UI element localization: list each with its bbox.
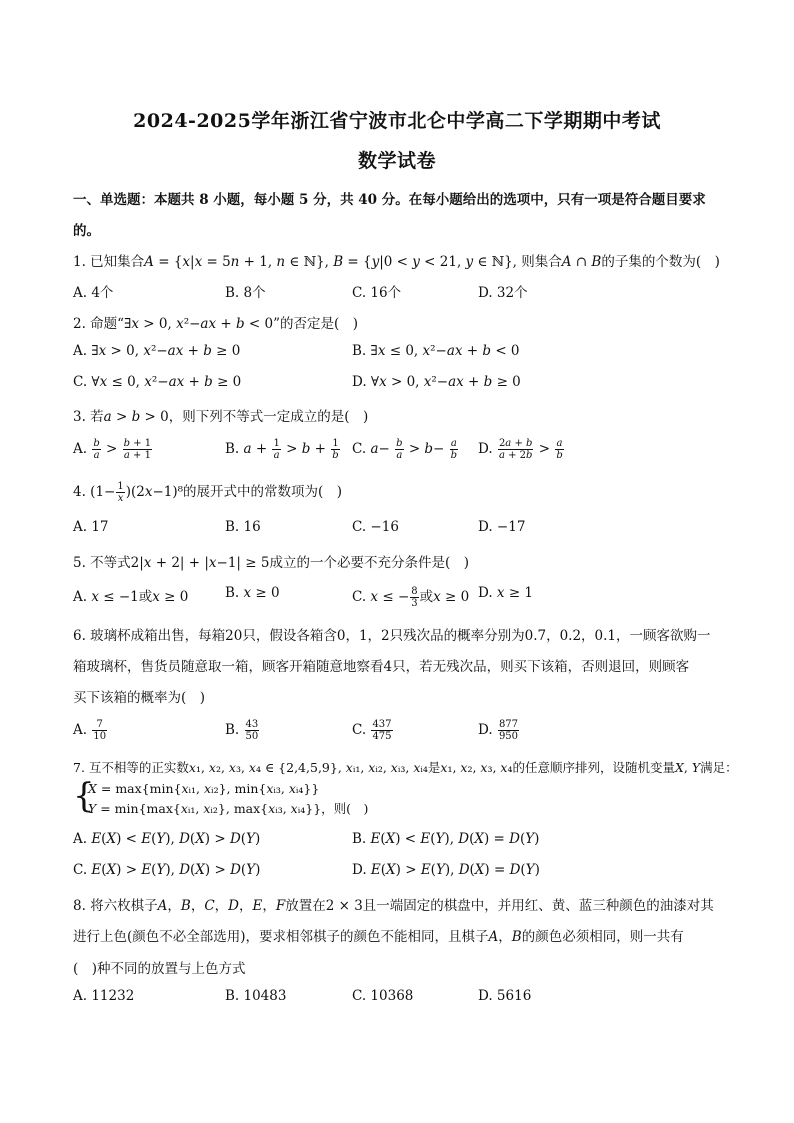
frac-den: 𝑏 <box>332 450 339 461</box>
question-8-options <box>73 988 723 1008</box>
q4-option-b: B. 16 <box>225 519 261 535</box>
question-7-stem: 7. 互不相等的正实数𝑥₁, 𝑥₂, 𝑥₃, 𝑥₄ ∈ {2,4,5,9}, 𝑥ᵢ₁, 𝑥ᵢ₂, 𝑥ᵢ₃, 𝑥ᵢ₄是𝑥₁, 𝑥₂, 𝑥₃, 𝑥₄的任意顺序排列，设随机变量𝑋, 𝑌满足： <box>73 760 738 775</box>
frac-num: 𝑎 <box>556 438 563 449</box>
option-label: B. <box>225 722 240 738</box>
frac-den: 𝑎 <box>273 450 280 461</box>
question-6-line1: 6. 玻璃杯成箱出售，每箱20只，假设各箱含0，1，2只残次品的概率分别为0.7，0.2，0.1，一顾客欲购一 <box>73 628 711 644</box>
q7-option-a: A. 𝐸(𝑋) < 𝐸(𝑌), 𝐷(𝑋) > 𝐷(𝑌) <box>73 831 261 847</box>
q7-system-line2-expr: 𝑌 = min{max{𝑥ᵢ₁, 𝑥ᵢ₂}, max{𝑥ᵢ₃, 𝑥ᵢ₄}} <box>88 801 322 816</box>
question-5-stem: 5. 不等式2|𝑥 + 2| + |𝑥−1| ≥ 5成立的一个必要不充分条件是( ) <box>73 555 469 571</box>
q5-c-post: 或𝑥 ≥ 0 <box>419 589 470 605</box>
frac-num: 𝑎 <box>450 438 457 449</box>
section-instructions-line2: 的。 <box>73 223 100 239</box>
frac-den: 3 <box>411 598 418 609</box>
q3-option-b-label: B. <box>225 441 240 457</box>
exam-subtitle: 数学试卷 <box>357 150 436 172</box>
frac-den: 𝑎 + 1 <box>123 450 151 461</box>
q3-a-frac1 <box>92 438 100 461</box>
q4-post: )(2𝑥−1)⁸的展开式中的常数项为( ) <box>125 484 343 500</box>
frac-num: 1 <box>273 438 280 449</box>
q6-d-frac <box>498 719 519 742</box>
frac-num: 1 <box>117 481 124 492</box>
q1-option-d: D. 32个 <box>478 285 528 301</box>
q6-a-frac <box>92 719 107 742</box>
frac-num: 1 <box>332 438 339 449</box>
frac-num: 𝑏 <box>396 438 403 449</box>
question-6-options <box>73 719 723 745</box>
q3-c-frac2 <box>450 438 458 461</box>
question-7-options-row2 <box>73 862 723 882</box>
frac-den: 𝑎 <box>93 450 100 461</box>
exam-title: 2024-2025学年浙江省宁波市北仑中学高二下学期期中考试 <box>133 110 661 132</box>
frac-den: 𝑥 <box>117 493 124 504</box>
q7-option-b: B. 𝐸(𝑋) < 𝐸(𝑌), 𝐷(𝑋) = 𝐷(𝑌) <box>352 831 540 847</box>
question-4-stem <box>73 480 723 504</box>
q5-option-c <box>352 585 469 609</box>
frac-den: 50 <box>245 731 259 742</box>
q6-option-d <box>478 719 520 742</box>
question-5-options <box>73 585 723 609</box>
q8-option-a: A. 11232 <box>73 988 135 1004</box>
q4-option-d: D. −17 <box>478 519 526 535</box>
q5-option-d: D. 𝑥 ≥ 1 <box>478 585 534 601</box>
frac-num: 𝑏 <box>93 438 100 449</box>
q3-a-frac2 <box>123 438 153 461</box>
q3-option-b <box>225 438 341 461</box>
q1-option-b: B. 8个 <box>225 285 266 301</box>
q2-option-b: B. ∃𝑥 ≤ 0, 𝑥²−𝑎𝑥 + 𝑏 < 0 <box>352 343 520 359</box>
frac-den: 𝑏 <box>556 450 563 461</box>
question-8-line1: 8. 将六枚棋子𝐴，𝐵，𝐶，𝐷，𝐸，𝐹放置在2 × 3且一端固定的棋盘中，并用红、黄、蓝三种颜色的油漆对其 <box>73 898 714 914</box>
q3-option-d <box>478 438 565 461</box>
frac-den: 950 <box>498 731 519 742</box>
frac-num: 43 <box>245 719 259 730</box>
q5-c-pre: C. 𝑥 ≤ − <box>352 589 410 605</box>
q7-option-c: C. 𝐸(𝑋) > 𝐸(𝑌), 𝐷(𝑋) > 𝐷(𝑌) <box>73 862 261 878</box>
q4-option-c: C. −16 <box>352 519 399 535</box>
frac-num: 7 <box>92 719 107 731</box>
question-2-options-row1 <box>73 343 723 363</box>
frac-num: 8 <box>411 586 418 597</box>
frac-den: 10 <box>93 731 107 742</box>
q7-left-brace: { <box>73 776 95 816</box>
q3-c-mid: > 𝑏− <box>408 441 445 457</box>
q7-system-line1: 𝑋 = max{min{𝑥ᵢ₁, 𝑥ᵢ₂}, min{𝑥ᵢ₃, 𝑥ᵢ₄}} <box>88 781 320 796</box>
q6-option-b <box>225 719 260 742</box>
q3-c-frac1 <box>395 438 403 461</box>
question-2-stem: 2. 命题“∃𝑥 > 0, 𝑥²−𝑎𝑥 + 𝑏 < 0”的否定是( ) <box>73 316 359 332</box>
frac-den: 𝑏 <box>450 450 458 461</box>
q1-option-c: C. 16个 <box>352 285 402 301</box>
q2-option-a: A. ∃𝑥 > 0, 𝑥²−𝑎𝑥 + 𝑏 ≥ 0 <box>73 343 241 359</box>
q3-option-c-label: C. <box>352 441 367 457</box>
q2-option-c: C. ∀𝑥 ≤ 0, 𝑥²−𝑎𝑥 + 𝑏 ≥ 0 <box>73 374 242 390</box>
frac-num: 𝑏 + 1 <box>123 438 152 449</box>
option-label: D. <box>478 722 493 738</box>
q3-a-op: > <box>106 441 118 457</box>
frac-den: 𝑎 <box>396 450 403 461</box>
q3-b-mid: > 𝑏 + <box>286 441 326 457</box>
q7-tail: ，则( ) <box>321 801 369 816</box>
q8-option-b: B. 10483 <box>225 988 287 1004</box>
q4-pre: 4. (1− <box>73 484 116 500</box>
q3-option-a-label: A. <box>73 441 88 457</box>
frac-num: 877 <box>498 719 519 730</box>
q6-c-frac <box>371 719 392 742</box>
option-label: A. <box>73 722 88 738</box>
frac-num: 2𝑎 + 𝑏 <box>498 438 533 449</box>
q5-c-frac <box>410 586 418 609</box>
question-6-line3: 买下该箱的概率为( ) <box>73 690 206 706</box>
q2-option-d: D. ∀𝑥 > 0, 𝑥²−𝑎𝑥 + 𝑏 ≥ 0 <box>352 374 521 390</box>
frac-den: 475 <box>372 731 392 742</box>
q3-option-c <box>352 438 459 461</box>
question-6-line2: 箱玻璃杯，售货员随意取一箱，顾客开箱随意地察看4只，若无残次品，则买下该箱，否则退回，则顾客 <box>73 659 690 675</box>
q3-option-a <box>73 438 153 461</box>
question-1-stem: 1. 已知集合𝐴 = {𝑥|𝑥 = 5𝑛 + 1, 𝑛 ∈ ℕ}, 𝐵 = {𝑦|0 < 𝑦 < 21, 𝑦 ∈ ℕ}, 则集合𝐴 ∩ 𝐵的子集的个数为( ) <box>73 254 720 270</box>
q3-option-d-label: D. <box>478 441 493 457</box>
q3-d-frac1 <box>498 438 533 461</box>
q1-option-a: A. 4个 <box>73 285 114 301</box>
section-instructions-line1: 一、单选题：本题共 8 小题，每小题 5 分，共 40 分。在每小题给出的选项中，只有一项是符合题目要求 <box>73 192 706 208</box>
q7-option-d: D. 𝐸(𝑋) > 𝐸(𝑌), 𝐷(𝑋) = 𝐷(𝑌) <box>352 862 540 878</box>
q4-frac <box>116 481 124 504</box>
q3-b-frac2 <box>331 438 339 461</box>
q8-option-c: C. 10368 <box>352 988 414 1004</box>
q6-option-c <box>352 719 394 742</box>
frac-num: 437 <box>372 719 392 730</box>
q8-option-d: D. 5616 <box>478 988 532 1004</box>
question-2-options-row2 <box>73 374 723 394</box>
question-4-options <box>73 519 723 539</box>
q3-b-pre: 𝑎 + <box>243 441 268 457</box>
question-1-options <box>73 281 723 301</box>
q3-d-frac2 <box>555 438 563 461</box>
q4-option-a: A. 17 <box>73 519 109 535</box>
frac-den: 𝑎 + 2𝑏 <box>498 450 533 461</box>
q3-d-op: > <box>538 441 551 457</box>
question-3-options <box>73 438 723 464</box>
q7-system-line2 <box>88 799 738 817</box>
q5-option-b: B. 𝑥 ≥ 0 <box>225 585 280 601</box>
q3-b-frac1 <box>272 438 280 461</box>
option-label: C. <box>352 722 367 738</box>
question-8-line2: 进行上色(颜色不必全部选用)，要求相邻棋子的颜色不能相同，且棋子𝐴，𝐵的颜色必须相同，则一共有 <box>73 929 684 945</box>
q3-c-pre: 𝑎− <box>370 441 390 457</box>
question-8-line3: ( )种不同的放置与上色方式 <box>73 961 246 977</box>
q5-option-a: A. 𝑥 ≤ −1或𝑥 ≥ 0 <box>73 589 189 605</box>
q6-option-a <box>73 719 108 742</box>
question-3-stem: 3. 若𝑎 > 𝑏 > 0，则下列不等式一定成立的是( ) <box>73 409 369 425</box>
q6-b-frac <box>245 719 260 742</box>
question-7-options-row1 <box>73 831 723 851</box>
